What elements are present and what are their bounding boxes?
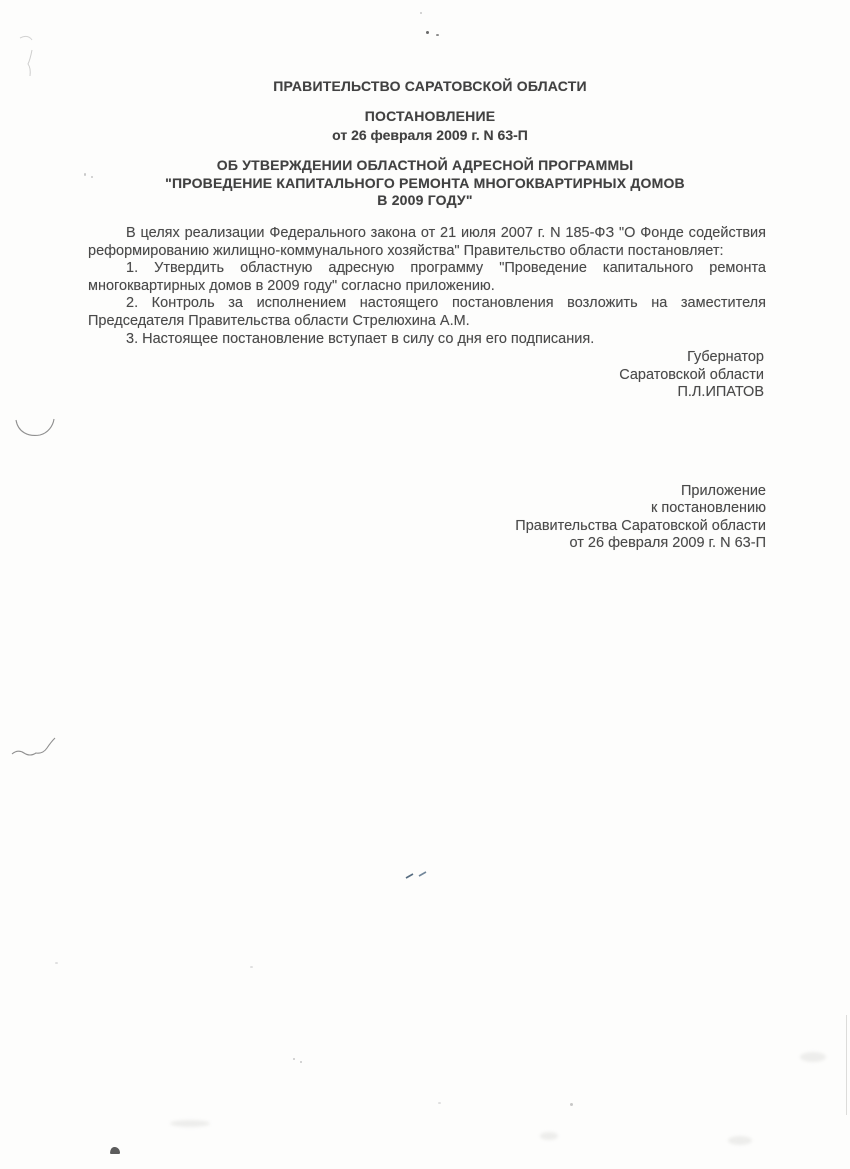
scan-ink-blob-bottom-left [110, 1147, 120, 1154]
document-title [60, 157, 790, 210]
scan-speck-top-center-1 [426, 31, 429, 34]
document-date-number: от 26 февраля 2009 г. N 63-П [332, 127, 528, 143]
scan-speck-mid-left [55, 962, 58, 964]
signature-block [619, 349, 764, 402]
signatory-name: П.Л.ИПАТОВ [677, 384, 764, 401]
scan-arc-left-margin [14, 412, 56, 440]
scan-pen-marks-center [402, 866, 434, 882]
title-line-3: В 2009 ГОДУ" [377, 192, 473, 208]
clause-1-paragraph: 1. Утвердить областную адресную программу "Проведение капитального ремонта многоквартирных домов в 2009 году" согласно приложению. [88, 260, 766, 294]
scan-speck-bottom-1 [570, 1103, 573, 1106]
scan-squiggle-left-margin [10, 736, 58, 762]
scan-speck-lower-center-1 [293, 1058, 295, 1060]
document-header [90, 78, 770, 143]
scan-edge-line-right [846, 1015, 847, 1115]
scan-speck-bottom-2 [438, 1102, 441, 1104]
scan-speck-mid-center [250, 966, 253, 968]
scan-speck-top-center-3 [420, 12, 422, 14]
scan-smudge-bottom-left [170, 1120, 210, 1127]
scan-mark-top-left [16, 32, 46, 80]
annex-line-4: от 26 февраля 2009 г. N 63-П [569, 534, 766, 551]
issuing-authority: ПРАВИТЕЛЬСТВО САРАТОВСКОЙ ОБЛАСТИ [273, 78, 587, 94]
annex-line-2: к постановлению [650, 500, 766, 517]
document-body [88, 225, 766, 348]
scan-smudge-bottom-center [540, 1132, 558, 1140]
scan-smudge-lower-right [800, 1052, 826, 1062]
title-line-1: ОБ УТВЕРЖДЕНИИ ОБЛАСТНОЙ АДРЕСНОЙ ПРОГРАММЫ [216, 157, 634, 173]
scan-speck-lower-center-2 [300, 1061, 302, 1063]
clause-2-paragraph: 2. Контроль за исполнением настоящего постановления возложить на заместителя Председателя Правительства области Стрелюхина А.М. [88, 295, 766, 329]
scan-speck-top-center-2 [436, 34, 439, 36]
annex-reference-block [515, 483, 766, 552]
clause-3-paragraph: 3. Настоящее постановление вступает в силу со дня его подписания. [126, 330, 595, 347]
document-type: ПОСТАНОВЛЕНИЕ [364, 108, 496, 124]
signatory-position-line-1: Губернатор [687, 349, 764, 365]
annex-line-1: Приложение [680, 483, 766, 499]
title-line-2: "ПРОВЕДЕНИЕ КАПИТАЛЬНОГО РЕМОНТА МНОГОКВАРТИРНЫХ ДОМОВ [165, 174, 685, 191]
annex-line-3: Правительства Саратовской области [515, 517, 766, 534]
scan-smudge-bottom-right [728, 1136, 752, 1145]
signatory-position-line-2: Саратовской области [619, 366, 764, 383]
preamble-paragraph: В целях реализации Федерального закона от 21 июля 2007 г. N 185-ФЗ "О Фонде содействия реформированию жилищно-коммунального хозяйства" Правительство области постановляет: [88, 225, 766, 259]
